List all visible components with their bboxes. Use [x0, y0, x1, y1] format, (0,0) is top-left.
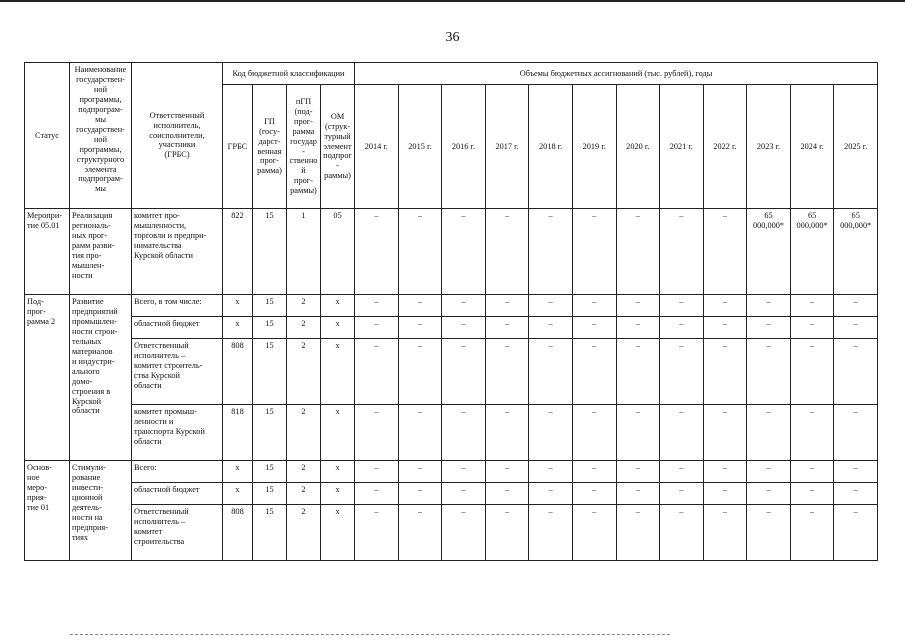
gp-cell: 15 [253, 461, 287, 483]
budget-value-cell: – [529, 209, 573, 295]
table-row [25, 461, 878, 483]
budget-value-cell: – [790, 505, 834, 561]
item-name-cell: Развитие предприятий промышлен- ности строи- тельных материалов и индустри- ального домо- строения в Курской области [70, 295, 132, 461]
status-cell: Под- прог- рамма 2 [25, 295, 70, 461]
budget-value-cell: – [616, 483, 660, 505]
budget-value-cell: – [834, 405, 878, 461]
table-row [25, 295, 878, 317]
executor-cell: Всего, в том числе: [132, 295, 223, 317]
budget-value-cell: – [355, 339, 399, 405]
grbs-cell: x [223, 295, 253, 317]
budget-value-cell: – [572, 461, 616, 483]
budget-value-cell: – [703, 505, 747, 561]
budget-value-cell: – [398, 405, 442, 461]
budget-value-cell: – [355, 317, 399, 339]
budget-value-cell: – [660, 339, 704, 405]
budget-value-cell: – [703, 295, 747, 317]
gp-cell: 15 [253, 405, 287, 461]
header-year: 2017 г. [485, 85, 529, 209]
budget-value-cell: – [834, 339, 878, 405]
budget-value-cell: – [398, 295, 442, 317]
gp-cell: 15 [253, 317, 287, 339]
budget-value-cell: – [834, 461, 878, 483]
executor-cell: Ответственный исполнитель – комитет строитель- ства Курской области [132, 339, 223, 405]
budget-value-cell: – [703, 317, 747, 339]
executor-cell: областной бюджет [132, 317, 223, 339]
budget-value-cell: – [660, 295, 704, 317]
header-name: Наименование государствен- ной программы, подпрограм- мы государствен- ной программы, структурного элемента подпрограм- мы [70, 63, 132, 209]
grbs-cell: 808 [223, 505, 253, 561]
grbs-cell: 818 [223, 405, 253, 461]
om-cell: x [321, 505, 355, 561]
pgp-cell: 2 [287, 483, 321, 505]
budget-value-cell: – [572, 317, 616, 339]
om-cell: x [321, 483, 355, 505]
gp-cell: 15 [253, 483, 287, 505]
budget-value-cell: – [790, 317, 834, 339]
budget-value-cell: – [529, 505, 573, 561]
header-year: 2025 г. [834, 85, 878, 209]
pgp-cell: 2 [287, 461, 321, 483]
header-year: 2021 г. [660, 85, 704, 209]
executor-cell: комитет про- мышленности, торговли и предпри- нимательства Курской области [132, 209, 223, 295]
budget-value-cell: – [747, 505, 791, 561]
budget-value-cell: – [703, 483, 747, 505]
budget-value-cell: – [355, 405, 399, 461]
budget-value-cell: – [398, 317, 442, 339]
budget-value-cell: – [616, 339, 660, 405]
budget-value-cell: – [398, 483, 442, 505]
header-year: 2023 г. [747, 85, 791, 209]
budget-value-cell: – [398, 461, 442, 483]
budget-value-cell: – [398, 505, 442, 561]
gp-cell: 15 [253, 295, 287, 317]
budget-value-cell: – [660, 505, 704, 561]
gp-cell: 15 [253, 209, 287, 295]
budget-value-cell: – [355, 505, 399, 561]
budget-value-cell: – [485, 505, 529, 561]
budget-value-cell: – [398, 209, 442, 295]
budget-table-body [25, 209, 878, 561]
grbs-cell: 808 [223, 339, 253, 405]
pgp-cell: 1 [287, 209, 321, 295]
om-cell: x [321, 405, 355, 461]
budget-value-cell: – [572, 483, 616, 505]
budget-value-cell: – [355, 295, 399, 317]
om-cell: 05 [321, 209, 355, 295]
executor-cell: Всего: [132, 461, 223, 483]
executor-cell: комитет промыш- ленности и транспорта Курской области [132, 405, 223, 461]
budget-value-cell: – [747, 405, 791, 461]
budget-value-cell: – [790, 295, 834, 317]
header-om: ОМ (струк- турный элемент подпрог- раммы) [321, 85, 355, 209]
budget-value-cell: – [703, 461, 747, 483]
footer-dashed-line [70, 634, 670, 636]
budget-value-cell: – [790, 483, 834, 505]
budget-value-cell: – [747, 339, 791, 405]
budget-value-cell: – [355, 461, 399, 483]
budget-value-cell: – [572, 339, 616, 405]
budget-value-cell: – [660, 483, 704, 505]
pgp-cell: 2 [287, 405, 321, 461]
grbs-cell: x [223, 483, 253, 505]
table-row [25, 483, 878, 505]
budget-value-cell: – [442, 483, 486, 505]
pgp-cell: 2 [287, 505, 321, 561]
budget-value-cell: – [703, 339, 747, 405]
budget-value-cell: 65 000,000* [747, 209, 791, 295]
budget-value-cell: – [790, 461, 834, 483]
budget-value-cell: – [703, 405, 747, 461]
table-row [25, 505, 878, 561]
grbs-cell: 822 [223, 209, 253, 295]
budget-value-cell: – [529, 339, 573, 405]
budget-value-cell: – [572, 505, 616, 561]
budget-value-cell: – [529, 483, 573, 505]
budget-value-cell: – [660, 317, 704, 339]
budget-value-cell: – [529, 295, 573, 317]
budget-value-cell: – [790, 405, 834, 461]
grbs-cell: x [223, 317, 253, 339]
budget-value-cell: – [616, 295, 660, 317]
budget-value-cell: – [660, 209, 704, 295]
header-year: 2014 г. [355, 85, 399, 209]
status-cell: Меропри- тие 05.01 [25, 209, 70, 295]
header-executor: Ответственный исполнитель, соисполнители, участники (ГРБС) [132, 63, 223, 209]
top-border-line [0, 0, 905, 2]
header-row-1 [25, 63, 878, 85]
budget-value-cell: – [485, 295, 529, 317]
budget-value-cell: – [355, 209, 399, 295]
budget-value-cell: – [572, 209, 616, 295]
table-row [25, 405, 878, 461]
budget-value-cell: – [834, 317, 878, 339]
budget-value-cell: – [485, 483, 529, 505]
budget-value-cell: – [616, 405, 660, 461]
budget-value-cell: – [747, 295, 791, 317]
budget-value-cell: – [355, 483, 399, 505]
budget-value-cell: – [485, 209, 529, 295]
header-grbs: ГРБС [223, 85, 253, 209]
budget-value-cell: – [442, 405, 486, 461]
budget-value-cell: – [485, 339, 529, 405]
budget-value-cell: – [616, 505, 660, 561]
budget-value-cell: – [616, 461, 660, 483]
item-name-cell: Стимули- рование инвести- ционной деятель- ности на предприя- тиях [70, 461, 132, 561]
budget-value-cell: – [572, 295, 616, 317]
header-status: Статус [25, 63, 70, 209]
budget-table [24, 62, 878, 561]
budget-value-cell: – [442, 317, 486, 339]
budget-value-cell: – [660, 405, 704, 461]
om-cell: x [321, 317, 355, 339]
budget-value-cell: – [747, 461, 791, 483]
header-year: 2019 г. [572, 85, 616, 209]
header-year: 2020 г. [616, 85, 660, 209]
pgp-cell: 2 [287, 317, 321, 339]
budget-value-cell: – [834, 483, 878, 505]
header-pgp: пГП (под- прог- рамма государ- ственной прог- раммы) [287, 85, 321, 209]
budget-value-cell: – [616, 209, 660, 295]
executor-cell: Ответственный исполнитель – комитет строительства [132, 505, 223, 561]
budget-value-cell: – [398, 339, 442, 405]
budget-value-cell: – [703, 209, 747, 295]
budget-value-cell: – [485, 405, 529, 461]
budget-value-cell: – [529, 461, 573, 483]
budget-value-cell: 65 000,000* [834, 209, 878, 295]
budget-value-cell: – [616, 317, 660, 339]
pgp-cell: 2 [287, 339, 321, 405]
header-budget: Объемы бюджетных ассигнований (тыс. рублей), годы [355, 63, 878, 85]
table-row [25, 209, 878, 295]
header-year: 2016 г. [442, 85, 486, 209]
gp-cell: 15 [253, 505, 287, 561]
om-cell: x [321, 461, 355, 483]
header-gp: ГП (госу- дарст- венная прог- рамма) [253, 85, 287, 209]
header-year: 2024 г. [790, 85, 834, 209]
om-cell: x [321, 339, 355, 405]
budget-value-cell: – [529, 405, 573, 461]
page-number: 36 [445, 30, 460, 45]
gp-cell: 15 [253, 339, 287, 405]
budget-value-cell: – [572, 405, 616, 461]
header-year: 2018 г. [529, 85, 573, 209]
budget-value-cell: – [660, 461, 704, 483]
budget-value-cell: – [442, 209, 486, 295]
budget-value-cell: – [442, 295, 486, 317]
grbs-cell: x [223, 461, 253, 483]
pgp-cell: 2 [287, 295, 321, 317]
budget-value-cell: – [442, 461, 486, 483]
budget-value-cell: – [834, 505, 878, 561]
table-row [25, 339, 878, 405]
om-cell: x [321, 295, 355, 317]
item-name-cell: Реализация региональ- ных прог- рамм разви- тия про- мышлен- ности [70, 209, 132, 295]
budget-value-cell: – [485, 317, 529, 339]
budget-value-cell: – [442, 505, 486, 561]
budget-value-cell: – [529, 317, 573, 339]
executor-cell: областной бюджет [132, 483, 223, 505]
budget-value-cell: – [747, 483, 791, 505]
header-kbk: Код бюджетной классификации [223, 63, 355, 85]
budget-value-cell: – [442, 339, 486, 405]
header-year: 2022 г. [703, 85, 747, 209]
budget-value-cell: – [790, 339, 834, 405]
budget-value-cell: 65 000,000* [790, 209, 834, 295]
budget-value-cell: – [834, 295, 878, 317]
table-row [25, 317, 878, 339]
budget-value-cell: – [485, 461, 529, 483]
header-year: 2015 г. [398, 85, 442, 209]
budget-value-cell: – [747, 317, 791, 339]
status-cell: Основ- ное меро- прия- тие 01 [25, 461, 70, 561]
